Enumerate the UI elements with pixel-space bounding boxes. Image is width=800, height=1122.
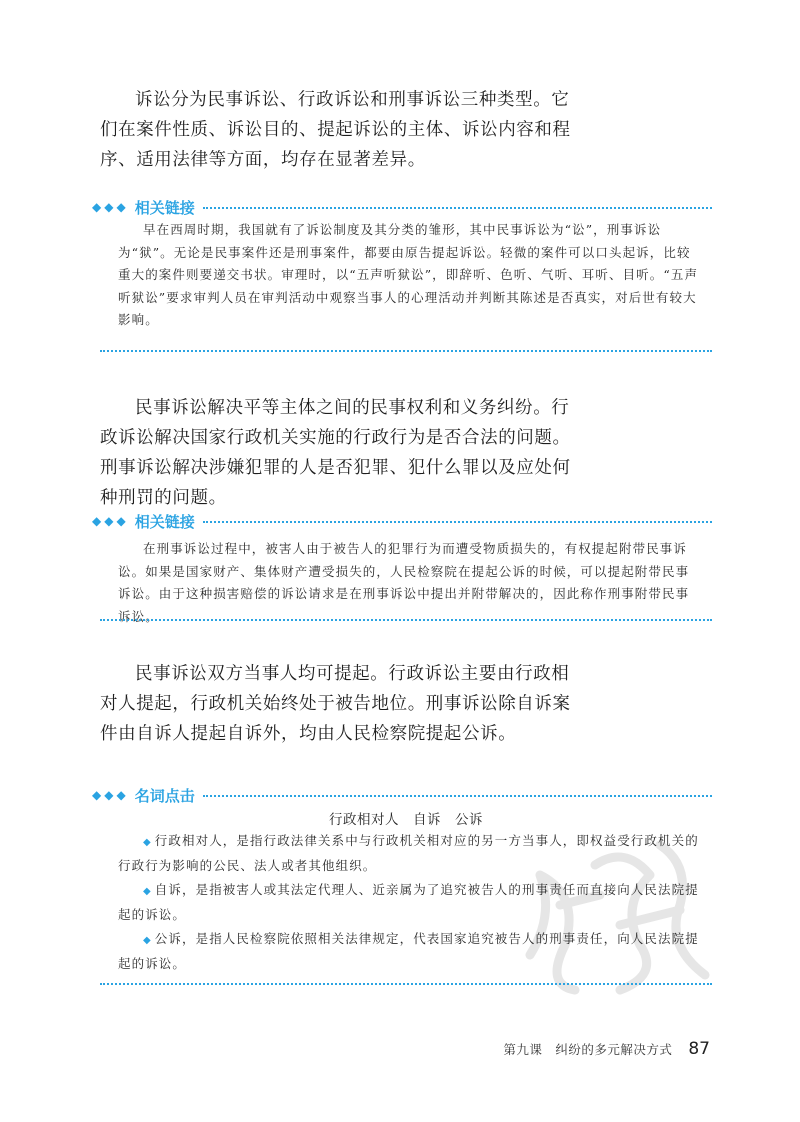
diamond-bullet-icon: ◆ <box>143 837 152 848</box>
dotted-divider-bottom-3 <box>100 983 712 985</box>
term-definition-3: ◆ 公诉，是指人民检察院依照相关法律规定，代表国家追究被告人的刑事责任，向人民法院提起的诉讼。 <box>118 931 699 971</box>
related-link-header-1 <box>92 196 712 218</box>
term-definition-1: ◆ 行政相对人，是指行政法律关系中与行政机关相对应的另一方当事人，即权益受行政机关的行政行为影响的公民、法人或者其他组织。 <box>118 833 699 873</box>
terms-header <box>92 784 712 806</box>
related-link-body-2 <box>118 538 700 628</box>
related-link-title-2: 相关链接 <box>134 512 195 531</box>
page-number: 87 <box>688 1039 710 1059</box>
dotted-divider-bottom-1 <box>100 350 712 352</box>
diamond-bullet-icon: ◆ <box>143 886 152 897</box>
dotted-divider <box>203 795 712 797</box>
related-link-text-1: 早在西周时期，我国就有了诉讼制度及其分类的雏形，其中民事诉讼为“讼”，刑事诉讼为“狱”。无论是民事案件还是刑事案件，都要由原告提起诉讼。轻微的案件可以口头起诉，比较重大的案件则要递交书状。审理时，以“五声听狱讼”，即辞听、色听、气听、耳听、目听。“五声听狱讼”要求审判人员在审判活动中观察当事人的心理活动并判断其陈述是否真实，对后世有较大影响。 <box>118 222 699 327</box>
terms-definitions <box>118 830 700 975</box>
diamond-bullet-icon: ◆ <box>143 935 152 946</box>
related-link-body-1 <box>118 219 700 332</box>
related-link-header-2 <box>92 510 712 532</box>
terms-title: 名词点击 <box>134 786 195 805</box>
body-paragraph-1 <box>100 85 580 175</box>
related-link-title-1: 相关链接 <box>134 198 195 217</box>
diamond-bullets-icon: ◆◆◆ <box>92 788 129 802</box>
diamond-bullets-icon: ◆◆◆ <box>92 200 129 214</box>
term-definition-2: ◆ 自诉，是指被害人或其法定代理人、近亲属为了追究被告人的刑事责任而直接向人民法院提起的诉讼。 <box>118 882 699 922</box>
terms-heading: 行政相对人 自诉 公诉 <box>329 812 483 828</box>
page-footer <box>440 1036 710 1062</box>
diamond-bullets-icon: ◆◆◆ <box>92 514 129 528</box>
related-link-text-2: 在刑事诉讼过程中，被害人由于被告人的犯罪行为而遭受物质损失的，有权提起附带民事诉讼。如果是国家财产、集体财产遭受损失的，人民检察院在提起公诉的时候，可以提起附带民事诉讼。由于这种损害赔偿的诉讼请求是在刑事诉讼中提出并附带解决的，因此称作刑事附带民事诉讼。 <box>118 541 690 624</box>
body-paragraph-2 <box>100 393 580 513</box>
body-paragraph-2-text: 民事诉讼解决平等主体之间的民事权利和义务纠纷。行政诉讼解决国家行政机关实施的行政行为是否合法的问题。刑事诉讼解决涉嫌犯罪的人是否犯罪、犯什么罪以及应处何种刑罚的问题。 <box>100 398 571 508</box>
chapter-title: 第九课 纠纷的多元解决方式 <box>503 1042 673 1057</box>
body-paragraph-3 <box>100 659 580 749</box>
body-paragraph-3-text: 民事诉讼双方当事人均可提起。行政诉讼主要由行政相对人提起，行政机关始终处于被告地位。刑事诉讼除自诉案件由自诉人提起自诉外，均由人民检察院提起公诉。 <box>100 664 571 744</box>
body-paragraph-1-text: 诉讼分为民事诉讼、行政诉讼和刑事诉讼三种类型。它们在案件性质、诉讼目的、提起诉讼的主体、诉讼内容和程序、适用法律等方面，均存在显著差异。 <box>100 90 571 170</box>
dotted-divider <box>203 207 712 209</box>
dotted-divider <box>203 521 712 523</box>
dotted-divider-bottom-2 <box>100 619 712 621</box>
